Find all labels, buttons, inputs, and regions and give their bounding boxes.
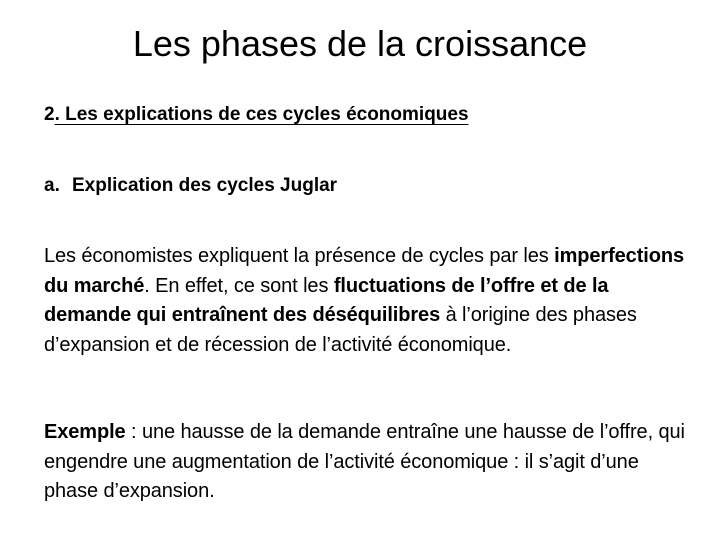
subsection-heading [44,173,337,199]
slide-title: Les phases de la croissance [132,23,588,64]
section-title: . Les explications de ces cycles économiques [54,104,469,125]
subsection-title: Explication des cycles Juglar [72,175,338,196]
paragraph1-text-3: à l’origine des phases d’expansion et de récession de l’activité économique. [44,304,637,356]
example-text: : une hausse de la demande entraîne une hausse de l’offre, qui engendre une augmentation de l’activité économique : il s’agit d’une phase d’expansion. [44,421,685,502]
subsection-letter: a. [44,175,60,196]
paragraph1-text-1: Les économistes expliquent la présence de cycles par les [44,245,555,267]
paragraph1-bold-2: fluctuations de l’offre et de la demande qui entraînent des déséquilibres [44,274,609,326]
example-paragraph [44,418,694,507]
section-number: 2 [44,104,55,125]
example-label: Exemple [44,421,126,443]
explanation-paragraph [44,242,694,360]
paragraph1-text-2: . En effet, ce sont les [144,274,334,297]
paragraph1-bold-1: imperfections du marché [44,245,684,297]
section-heading [44,102,469,128]
